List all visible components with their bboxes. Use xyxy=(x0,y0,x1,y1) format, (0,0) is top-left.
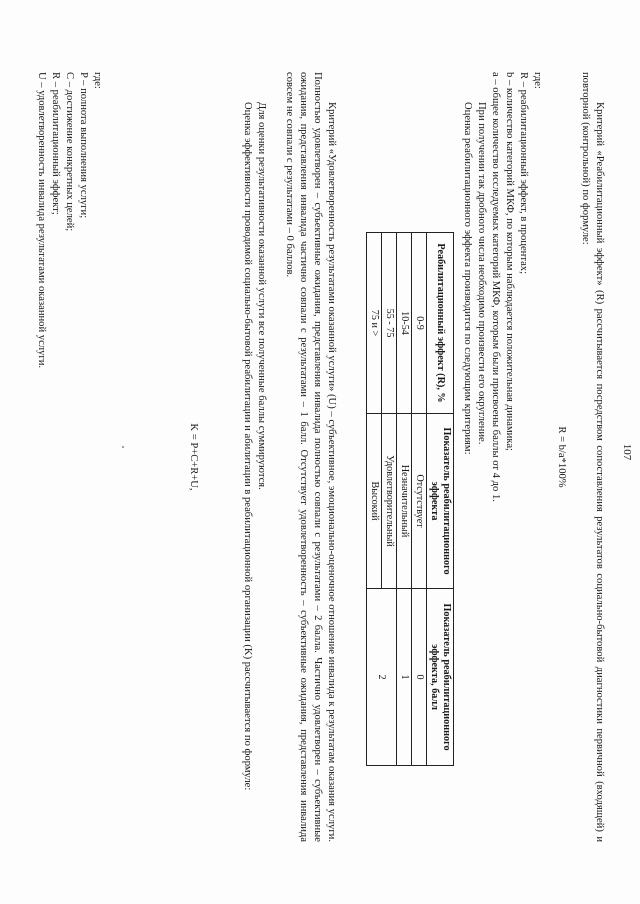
table-header-cell: Показатель реабилитационного эффекта, балл xyxy=(427,589,454,766)
table-row xyxy=(412,233,427,766)
table-cell: 1 xyxy=(397,589,412,766)
table-header-cell: Показатель реабилитационного эффекта xyxy=(427,414,454,589)
formula-k: K = P+C+R+U, xyxy=(188,423,199,491)
table-cell: Незначительный xyxy=(397,414,412,589)
definition-a: a – общее количество исследуемых категорий МКФ, которым были присвоены баллы от 4 до 1. xyxy=(490,72,501,502)
table-header-row xyxy=(427,233,454,766)
table-cell: 10-54 xyxy=(397,233,412,414)
table-cell: 2 xyxy=(367,589,397,766)
table-row xyxy=(382,233,397,766)
definitions-k-block xyxy=(34,72,104,842)
satisfaction-paragraph: Критерий «Удовлетворенность результатами оказанной услуги» (U) – субъективное, эмоционально-оценочное отношение инвалида к результатам оказания услуги. Полностью удовлетворен – субъективные ожидания, представления инвалида полностью совпали с результатами – 2 балла. Частично удовлетворен – субъективные ожидания, представления инвалида частично совпали с результатами – 1 балл. Отсутствует удовлетворенность – субъективные ожидания, представления инвалида совсем не совпали с результатами – 0 баллов. xyxy=(284,72,337,842)
table-cell: 55 - 75 xyxy=(382,233,397,414)
efficiency-paragraph: Оценка эффективности проводимой социально-бытовой реабилитации и абилитации в реабилитационной организации (K) рассчитывается по формуле: xyxy=(242,102,253,791)
table-cell: Удовлетворительный xyxy=(382,414,397,589)
table-cell: 0 xyxy=(412,589,427,766)
intro-paragraph: Критерий «Реабилитационный эффект» (R) рассчитывается посредством сопоставления результатов социально-бытовой диагностики первичной (входящей) и повторной (контрольной) по формуле: xyxy=(580,72,605,842)
where-label: где: xyxy=(532,72,543,89)
definition-u: U – удовлетворенность инвалида результатами оказанной услуги. xyxy=(36,72,47,369)
criteria-intro: Оценка реабилитационного эффекта производится по следующим критериям: xyxy=(462,102,473,455)
table-row xyxy=(397,233,412,766)
summation-paragraph: Для оценки результативности оказанной услуги все полученные баллы суммируются. xyxy=(256,102,267,490)
definition-p: P – полнота выполнения услуги; xyxy=(78,72,89,219)
table-cell: 75 и > xyxy=(367,233,382,414)
rounding-note: При получении так дробного числа необходимо произвести его округление. xyxy=(476,102,487,445)
where-label-2: где: xyxy=(92,72,103,89)
scan-speck xyxy=(122,446,124,448)
table-cell: Высокий xyxy=(367,414,382,589)
definition-r: R – реабилитационный эффект, в процентах; xyxy=(518,72,529,275)
rehabilitation-effect-table xyxy=(366,232,454,766)
definition-b: b – количество категорий МКФ, по которым наблюдается положительная динамика; xyxy=(504,72,515,451)
table-cell: Отсутствует xyxy=(412,414,427,589)
definition-c: C – достижение конкретных целей; xyxy=(64,72,75,232)
table-header-cell: Реабилитационный эффект (R), % xyxy=(427,233,454,414)
definition-r-short: R – реабилитационный эффект; xyxy=(50,72,61,215)
formula-r: R = b/a*100% xyxy=(556,426,567,488)
page-number: 107 xyxy=(621,443,633,461)
definitions-r-block xyxy=(460,72,544,842)
table-cell: 0-9 xyxy=(412,233,427,414)
